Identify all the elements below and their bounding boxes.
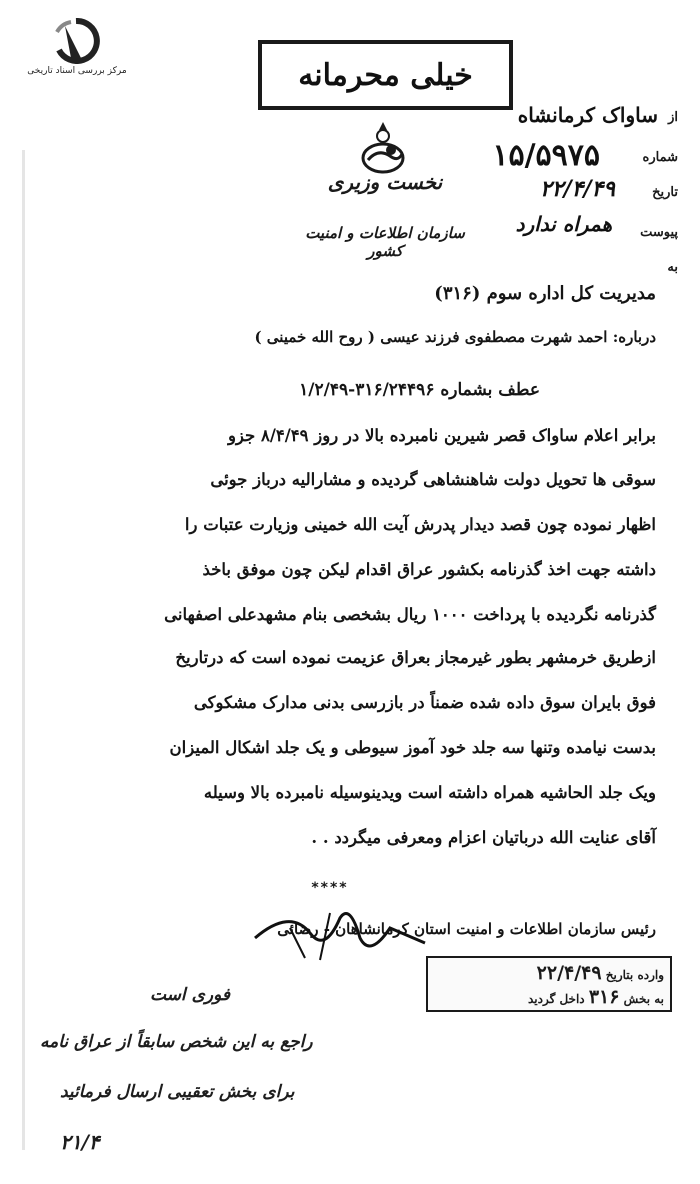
archive-logo [18,18,136,88]
body-line: آقای عنایت الله درباتیان اعزام ومعرفی میگردد . . [311,828,656,847]
ministry-org: سازمان اطلاعات و امنیت کشور [305,224,465,260]
addressee: مدیریت کل اداره سوم (۳۱۶) [434,283,656,304]
body-line: ویک جلد الحاشیه همراه داشته است ویدینوسیله نامبرده بالا وسیله [203,783,656,802]
receipt-stamp [426,956,672,1012]
body-line: سوقی ها تحویل دولت شاهنشاهی گردیده و مشارالیه درباز جوئی [210,470,656,489]
date-value: ۲۲/۴/۴۹ [539,176,615,202]
separator-mark: **** [311,880,349,896]
number-value: ۱۵/۵۹۷۵ [492,138,600,173]
receipt-section-value: ۳۱۶ [588,986,620,1008]
receipt-date-value: ۲۲/۴/۴۹ [536,962,602,984]
classification-stamp [258,40,513,110]
reference: عطف بشماره ۳۱۶/۲۴۴۹۶-۱/۲/۴۹ [299,380,540,400]
classification-stamp-text: خیلی محرمانه [298,58,473,93]
number-label: شماره [642,150,678,165]
scan-edge [22,150,25,1150]
receipt-section-suffix: داخل گردید [527,992,585,1006]
handwritten-note-line: راجع به این شخص سابقاً از عراق نامه [40,1032,313,1052]
ministry-name: نخست وزیری [327,170,443,194]
signature-scribble-icon [250,898,430,968]
archive-logo-icon [51,18,101,64]
attachment-value: همراه ندارد [515,212,612,236]
to-label: به [667,260,678,275]
ministry-block [300,170,470,260]
archive-caption: مرکز بررسی اسناد تاریخی [27,66,127,76]
receipt-line-2 [528,986,664,1008]
date-label: تاریخ [652,185,678,200]
body-line: فوق بایران سوق داده شده ضمناً در بازرسی بدنی مدارک مشکوکی [193,693,656,712]
body-line: داشته جهت اخذ گذرنامه بکشور عراق اقدام لیکن چون موفق باخذ [202,560,656,579]
from-label: از [668,110,678,125]
attachment-label: پیوست [640,225,678,240]
receipt-section-label: به بخش [623,992,664,1006]
handwritten-urgent: فوری است [150,985,231,1005]
receipt-line-1 [537,962,664,984]
body-line: برابر اعلام ساواک قصر شیرین نامبرده بالا در روز ۸/۴/۴۹ جزو [227,426,656,445]
body-line: اظهار نموده چون قصد دیدار پدرش آیت الله خمینی وزیارت عتبات را [184,515,656,534]
body-line: ازطریق خرمشهر بطور غیرمجاز بعراق عزیمت نموده است که درتاریخ [175,648,656,667]
subject: درباره: احمد شهرت مصطفوی فرزند عیسی ( روح الله خمینی ) [254,328,656,346]
handwritten-note-line: برای بخش تعقیبی ارسال فرمائید [60,1082,295,1102]
body-line: بدست نیامده وتنها سه جلد خود آموز سیوطی و یک جلد اشکال المیزان [169,738,656,757]
from-value: ساواک کرمانشاه [517,103,658,127]
signature-line: رئیس سازمان اطلاعات و امنیت استان کرمانشاهان - رضائی [277,920,656,938]
body-line: گذرنامه نگردیده با پرداخت ۱۰۰۰ ریال بشخصی بنام مشهدعلی اصفهانی [164,605,656,624]
handwritten-date: ۲۱/۴ [60,1130,100,1154]
receipt-date-label: وارده بتاریخ [605,968,664,982]
